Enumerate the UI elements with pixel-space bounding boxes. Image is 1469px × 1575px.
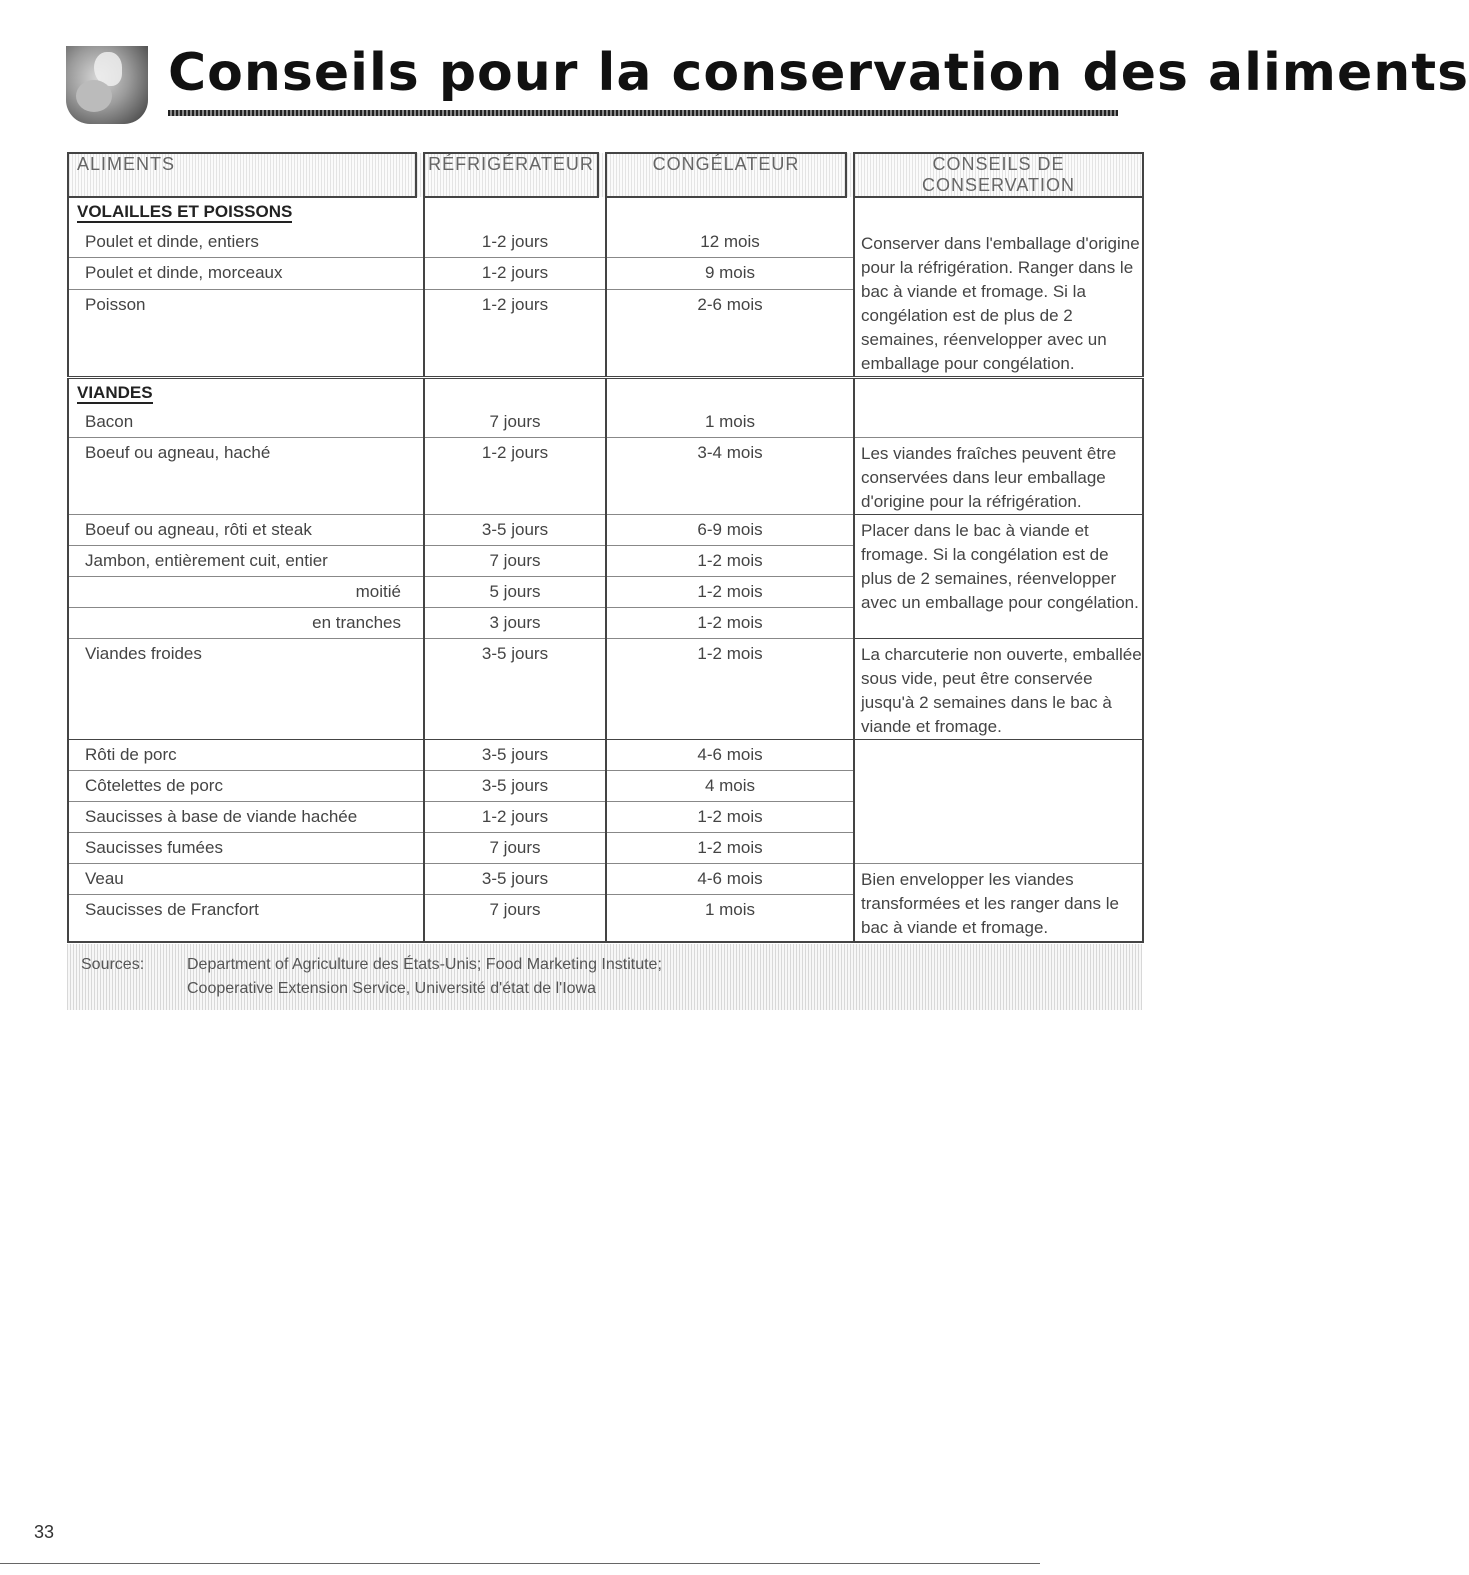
note-fresh-meats: Les viandes fraîches peuvent être conservées dans leur emballage d'origine pour la réfrigération. [854,438,1143,515]
table-row: Viandes froides 3-5 jours 1-2 mois La charcuterie non ouverte, emballée sous vide, peut être conservée jusqu'à 2 semaines dans le bac à viande et fromage. [68,639,1143,740]
sources-line-2: Cooperative Extension Service, Université d'état de l'Iowa [187,980,596,997]
title-underline [168,110,1118,116]
note-meat-bin: Placer dans le bac à viande et fromage. Si la congélation est de plus de 2 semaines, réenvelopper avec un emballage pour congélation. [854,515,1143,639]
table-row: Saucisses à base de viande hachée 1-2 jours 1-2 mois [68,802,1143,833]
table-row: Poulet et dinde, morceaux 1-2 jours 9 mois [68,258,1143,290]
fruit-vegetable-icon [66,46,148,124]
page-number: 33 [34,1522,55,1542]
sources-label: Sources: [81,956,145,973]
table-row: moitié 5 jours 1-2 mois [68,577,1143,608]
table-row: Bacon 7 jours 1 mois [68,407,1143,438]
page-header [66,38,1469,124]
table-row: Côtelettes de porc 3-5 jours 4 mois [68,771,1143,802]
table-row: Veau 3-5 jours 4-6 mois Bien envelopper les viandes transformées et les ranger dans le bac à viande et fromage. [68,864,1143,895]
food-storage-table [67,152,1144,943]
header-aliments: ALIMENTS [68,153,416,197]
table-row: Poisson 1-2 jours 2-6 mois [68,290,1143,378]
note-cold-cuts: La charcuterie non ouverte, emballée sous vide, peut être conservée jusqu'à 2 semaines dans le bac à viande et fromage. [854,639,1143,740]
sources-line-1: Department of Agriculture des États-Unis; Food Marketing Institute; [187,956,662,973]
table-row: Poulet et dinde, entiers 1-2 jours 12 mois [68,227,1143,258]
page-title: Conseils pour la conservation des aliments [168,43,1469,103]
table-row: en tranches 3 jours 1-2 mois [68,608,1143,639]
table-row: Boeuf ou agneau, rôti et steak 3-5 jours 6-9 mois Placer dans le bac à viande et fromage. Si la congélation est de plus de 2 semaines, réenvelopper avec un emballage pour congélation. [68,515,1143,546]
header-conseils: CONSEILS DE CONSERVATION [854,153,1143,197]
table-row: Saucisses fumées 7 jours 1-2 mois [68,833,1143,864]
section-title-meats: VIANDES [68,378,424,408]
sources-box [67,944,1142,1010]
header-congelateur: CONGÉLATEUR [606,153,846,197]
table-row: Saucisses de Francfort 7 jours 1 mois [68,895,1143,943]
section-title-poultry: VOLAILLES ET POISSONS [68,197,424,227]
note-processed-meats: Bien envelopper les viandes transformées et les ranger dans le bac à viande et fromage. [854,864,1143,943]
table-row: Rôti de porc 3-5 jours 4-6 mois [68,740,1143,771]
table-row: Jambon, entièrement cuit, entier 7 jours 1-2 mois [68,546,1143,577]
footer-rule [0,1563,1040,1564]
note-poultry: Conserver dans l'emballage d'origine pour la réfrigération. Ranger dans le bac à viande et fromage. Si la congélation est de plus de 2 semaines, réenvelopper avec un emballage pour congélation. [854,197,1143,378]
table-row: Boeuf ou agneau, haché 1-2 jours 3-4 mois Les viandes fraîches peuvent être conservées dans leur emballage d'origine pour la réfrigération. [68,438,1143,515]
header-refrigerateur: RÉFRIGÉRATEUR [424,153,598,197]
